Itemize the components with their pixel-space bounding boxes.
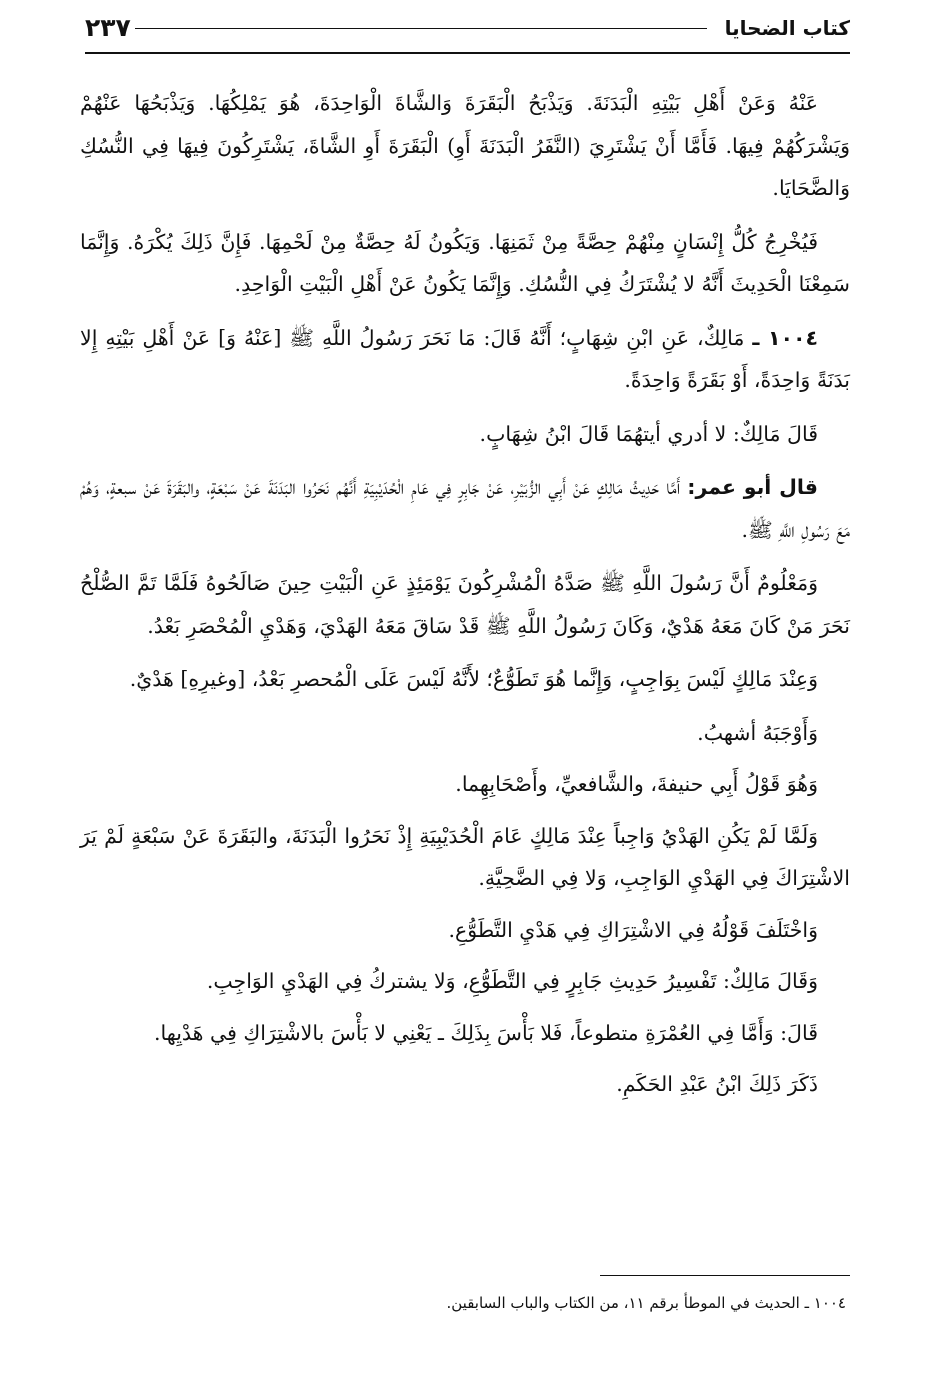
paragraph — [80, 960, 850, 1003]
paragraph-text: وَأَوْجَبَهُ أشهبُ. — [697, 720, 818, 745]
footnote: ١٠٠٤ ـ الحديث في الموطأ برقم ١١، من الكتاب والباب السابقين. — [446, 1294, 846, 1312]
paragraph-text: ذَكَرَ ذَلِكَ ابْنُ عَبْدِ الحَكَمِ. — [616, 1072, 818, 1096]
paragraph — [80, 562, 850, 647]
paragraph-text: وَقَالَ مَالِكٌ: تَفْسِيرُ حَدِيثِ جَابِرٍ فِي التَّطَوُّعِ، وَلا يشتركُ فِي الهَدْيِ الوَاجِبِ. — [206, 969, 818, 993]
paragraph-text: وَاخْتَلَفَ قَوْلُهُ فِي الاشْتِرَاكِ فِي هَدْيِ التَّطَوُّعِ. — [448, 917, 818, 942]
paragraph-text: قَالَ: وَأَمَّا فِي العُمْرَةِ متطوعاً، فَلا بَأْسَ بِذَلِكَ ـ يَعْنِي لا بَأْسَ بالاشْتِرَاكِ فِي هَدْيِها. — [153, 1020, 818, 1045]
paragraph — [80, 82, 850, 210]
paragraph-text: قَالَ مَالِكٌ: لا أدري أيتهُمَا قَالَ ابْنُ شِهَابٍ. — [479, 421, 818, 446]
hadith-number: ١٠٠٤ ـ — [752, 325, 818, 350]
paragraph — [80, 221, 850, 306]
paragraph — [80, 1063, 850, 1106]
paragraph — [80, 763, 850, 806]
paragraph-text: أَمَّا حَدِيثُ مَالِكٍ عَنْ أَبِي الزُّبَيْرِ، عَنْ جَابِرٍ فِي عَامِ الْحُدَيْبِيَةِ أَنَّهُم نَحَرُوا البَدَنَةَ عَنْ سَبْعَةٍ، والبَقَرَةَ عَنْ سبعةٍ، وَهُمْ مَعَ رَسُولِ اللَّهِ ﷺ. — [80, 475, 850, 542]
paragraph — [80, 909, 850, 952]
paragraph — [80, 413, 850, 456]
paragraph-text: فَيُخْرِجُ كُلُّ إِنْسَانٍ مِنْهُمْ حِصَّةً مِنْ ثَمَنِهَا. وَيَكُونُ لَهُ حِصَّةٌ مِنْ لَحْمِهَا. فَإِنَّ ذَلِكَ يُكْرَهُ. وَإِنَّمَا سَمِعْنَا الْحَدِيثَ أَنَّهُ لا يُشْتَرَكُ فِي النُّسُكِ. وَإِنَّمَا يَكُونُ عَنْ أَهْلِ الْبَيْتِ الْوَاحِدِ. — [80, 229, 850, 296]
paragraph-text: عَنْهُ وَعَنْ أَهْلِ بَيْتِهِ الْبَدَنَةَ. وَيَذْبَحُ الْبَقَرَةَ وَالشَّاةَ الْوَاحِدَةَ، هُوَ يَمْلِكُهَا. وَيَذْبَحُهَا عَنْهُمْ وَيَشْرَكُهُمْ فِيهَا. فَأَمَّا أَنْ يَشْتَرِيَ (النَّفَرُ الْبَدَنَةَ أَوِ) الْبَقَرَةَ أَوِ الشَّاةَ، يَشْتَرِكُونَ فِيهَا فِي النُّسُكِ وَالضَّحَايَا. — [80, 91, 850, 200]
paragraph-text: مَالِكٌ، عَنِ ابْنِ شِهَابٍ؛ أَنَّهُ قَالَ: مَا نَحَرَ رَسُولُ اللَّهِ ﷺ [عَنْهُ وَ] عَنْ أَهْلِ بَيْتِهِ إِلا بَدَنَةً وَاحِدَةً، أَوْ بَقَرَةً وَاحِدَةً. — [80, 325, 850, 392]
commentary-paragraph — [80, 466, 850, 551]
paragraph — [80, 658, 850, 701]
commentator-label: قال أبو عمر: — [687, 475, 818, 499]
hadith-paragraph — [80, 317, 850, 402]
footnote-rule — [600, 1275, 850, 1276]
paragraph — [80, 1012, 850, 1055]
main-text — [80, 82, 850, 1115]
page-header — [85, 6, 850, 46]
paragraph — [80, 815, 850, 900]
paragraph-text: وَلَمَّا لَمْ يَكُنِ الهَدْيُ وَاجِباً عِنْدَ مَالِكٍ عَامَ الْحُدَيْبِيَةِ إِذْ نَحَرُوا الْبَدَنَةَ، والبَقَرَةَ عَنْ سَبْعَةٍ لَمْ يَرَ الاشْتِرَاكَ فِي الهَدْيِ الوَاجِبِ، وَلا فِي الضَّحِيَّةِ. — [80, 823, 850, 890]
header-divider — [135, 28, 707, 29]
paragraph-text: وَعِنْدَ مَالِكٍ لَيْسَ بِوَاجِبٍ، وَإِنَّما هُوَ تَطَوُّعٌ؛ لأَنَّهُ لَيْسَ عَلَى الْمُحصرِ بَعْدُ، [وغيرِهِ] هَدْيٌ. — [129, 667, 818, 691]
header-rule — [85, 52, 850, 54]
paragraph-text: وَهُوَ قَوْلُ أَبِي حنيفةَ، والشَّافعيِّ، وأَصْحَابِهِما. — [455, 772, 818, 796]
paragraph-text: وَمَعْلُومٌ أَنَّ رَسُولَ اللَّهِ ﷺ صَدَّهُ الْمُشْرِكُونَ يَوْمَئِذٍ عَنِ الْبَيْتِ حِينَ صَالَحُوهُ فَلَمَّا تَمَّ الصُّلْحُ نَحَرَ مَنْ كَانَ مَعَهُ هَدْيٌ، وَكَانَ رَسُولُ اللَّهِ ﷺ قَدْ سَاقَ مَعَهُ الهَدْيَ، وَهَدْيِ الْمُحْصَرِ بَعْدُ. — [80, 571, 850, 638]
book-title: كتاب الضحايا — [724, 16, 850, 40]
page-number: ٢٣٧ — [85, 13, 131, 42]
paragraph — [80, 712, 850, 755]
